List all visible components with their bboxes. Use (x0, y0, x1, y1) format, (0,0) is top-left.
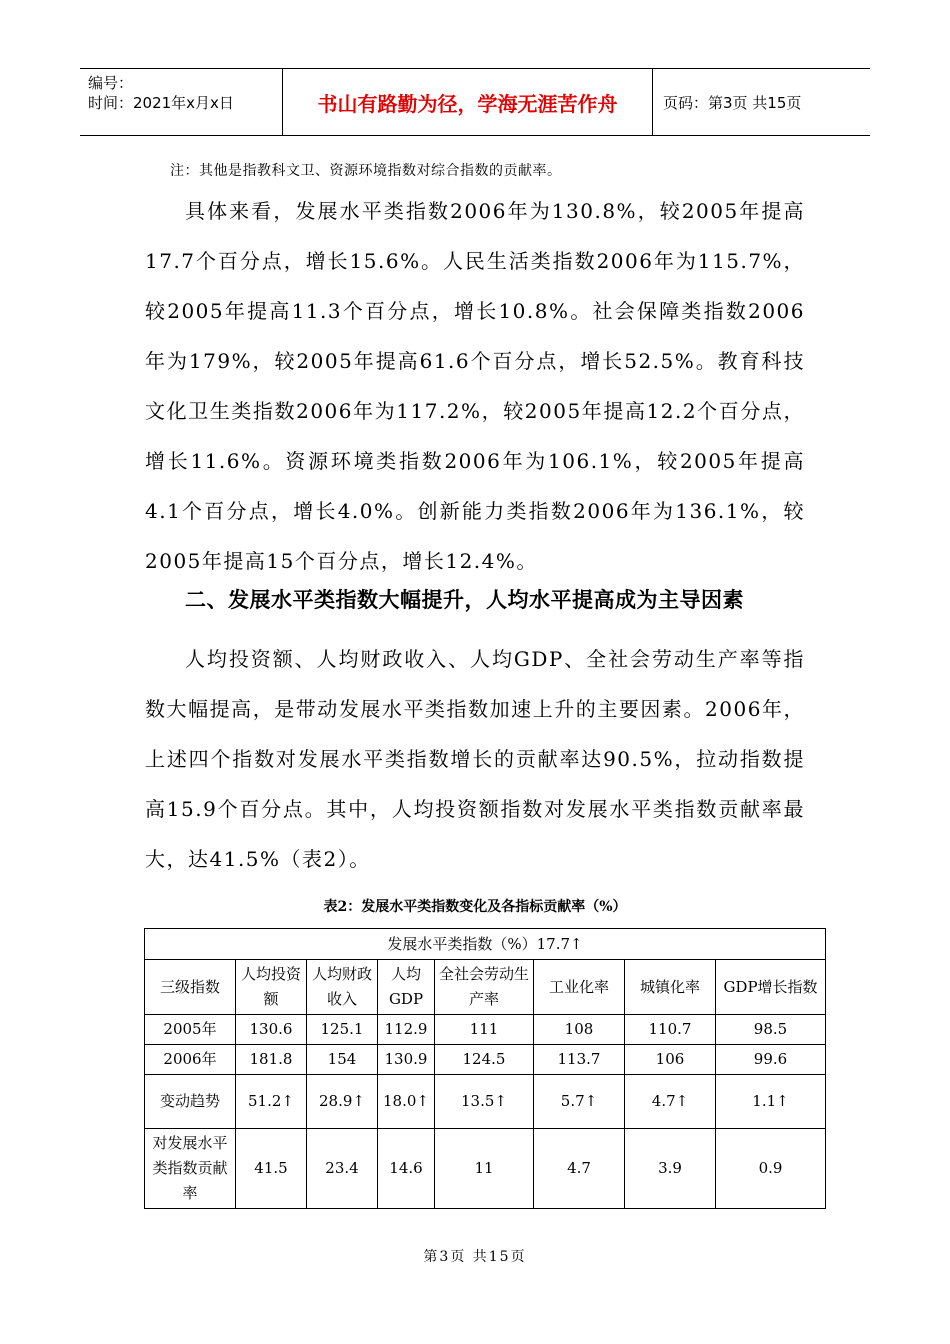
table-row (145, 1075, 826, 1129)
table-cell: 98.5 (716, 1015, 826, 1045)
table-caption: 表2：发展水平类指数变化及各指标贡献率（%） (323, 899, 627, 915)
table-cell: 1.1↑ (716, 1075, 826, 1129)
table-header-cell: 人均财政收入 (307, 960, 378, 1015)
table-row (145, 1129, 826, 1209)
table-title-row (145, 929, 826, 960)
paragraph-2: 人均投资额、人均财政收入、人均GDP、全社会劳动生产率等指数大幅提高，是带动发展水平类指数加速上升的主要因素。2006年，上述四个指数对发展水平类指数增长的贡献率达90.5%，拉动指数提高15.9个百分点。其中，人均投资额指数对发展水平类指数贡献率最大，达41.5%（表2）。 (145, 647, 805, 871)
table-cell: 18.0↑ (378, 1075, 435, 1129)
table-cell: 4.7 (534, 1129, 625, 1209)
table-title: 发展水平类指数（%）17.7↑ (145, 929, 826, 960)
table-cell: 106 (625, 1045, 716, 1075)
table-cell: 111 (435, 1015, 534, 1045)
header-meta (80, 69, 283, 135)
table-cell: 113.7 (534, 1045, 625, 1075)
table-cell: 14.6 (378, 1129, 435, 1209)
table-cell: 154 (307, 1045, 378, 1075)
motto: 书山有路勤为径，学海无涯苦作舟 (283, 69, 653, 135)
table-cell: 41.5 (236, 1129, 307, 1209)
table-header-cell: 人均GDP (378, 960, 435, 1015)
table-cell: 112.9 (378, 1015, 435, 1045)
table-header-row (145, 960, 826, 1015)
table-header-cell: 人均投资额 (236, 960, 307, 1015)
table-cell: 11 (435, 1129, 534, 1209)
table-header-cell: 城镇化率 (625, 960, 716, 1015)
table-cell: 13.5↑ (435, 1075, 534, 1129)
table-cell: 变动趋势 (145, 1075, 236, 1129)
table-cell: 对发展水平类指数贡献率 (145, 1129, 236, 1209)
table-cell: 2006年 (145, 1045, 236, 1075)
table-cell: 2005年 (145, 1015, 236, 1045)
date-label: 时间：2021年x月x日 (88, 94, 234, 112)
table-note: 注：其他是指教科文卫、资源环境指数对综合指数的贡献率。 (170, 163, 562, 179)
data-table (144, 928, 826, 1209)
table-cell: 3.9 (625, 1129, 716, 1209)
table-header-cell: 全社会劳动生产率 (435, 960, 534, 1015)
code-label: 编号： (88, 74, 134, 92)
table-cell: 130.9 (378, 1045, 435, 1075)
page-header (80, 68, 870, 136)
table-cell: 130.6 (236, 1015, 307, 1045)
table-row (145, 1015, 826, 1045)
table-cell: 28.9↑ (307, 1075, 378, 1129)
table-header-cell: GDP增长指数 (716, 960, 826, 1015)
table-header-cell: 三级指数 (145, 960, 236, 1015)
table-row (145, 1045, 826, 1075)
page-info: 页码：第3页 共15页 (663, 93, 802, 112)
table-cell: 108 (534, 1015, 625, 1045)
table-cell: 99.6 (716, 1045, 826, 1075)
table-cell: 4.7↑ (625, 1075, 716, 1129)
table-cell: 125.1 (307, 1015, 378, 1045)
table-cell: 181.8 (236, 1045, 307, 1075)
table-cell: 0.9 (716, 1129, 826, 1209)
table-cell: 51.2↑ (236, 1075, 307, 1129)
table-cell: 5.7↑ (534, 1075, 625, 1129)
table-header-cell: 工业化率 (534, 960, 625, 1015)
section-heading: 二、发展水平类指数大幅提升，人均水平提高成为主导因素 (185, 588, 744, 612)
table-cell: 124.5 (435, 1045, 534, 1075)
paragraph-1: 具体来看，发展水平类指数2006年为130.8%，较2005年提高17.7个百分点，增长15.6%。人民生活类指数2006年为115.7%，较2005年提高11.3个百分点，增长10.8%。社会保障类指数2006年为179%，较2005年提高61.6个百分点，增长52.5%。教育科技文化卫生类指数2006年为117.2%，较2005年提高12.2个百分点，增长11.6%。资源环境类指数2006年为106.1%，较2005年提高4.1个百分点，增长4.0%。创新能力类指数2006年为136.1%，较2005年提高15个百分点，增长12.4%。 (145, 199, 805, 573)
table-cell: 23.4 (307, 1129, 378, 1209)
table-cell: 110.7 (625, 1015, 716, 1045)
page-footer: 第3页 共15页 (423, 1249, 527, 1265)
